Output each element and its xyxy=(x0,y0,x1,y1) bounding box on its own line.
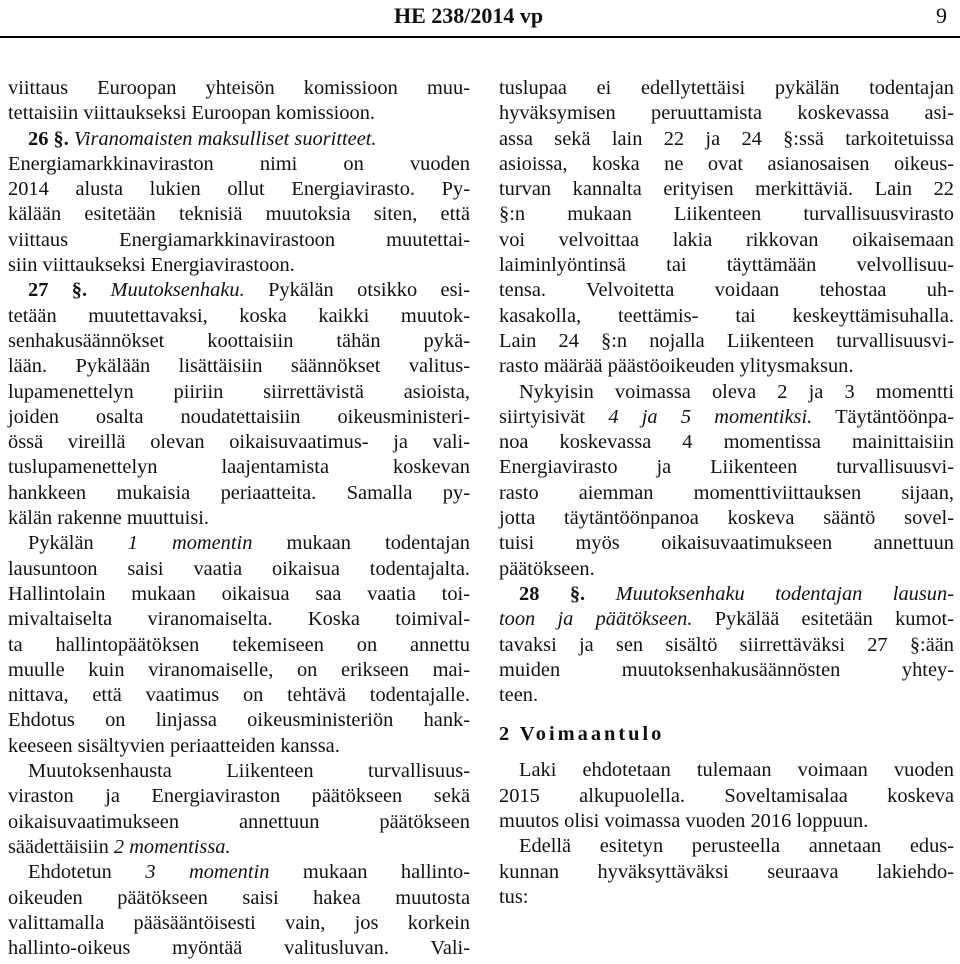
text-line: Ehdotus on linjassa oikeusministeriön hank- xyxy=(8,709,470,732)
text-line: oikaisuvaatimukseen annettuun päätökseen xyxy=(8,810,470,833)
text-line: hankkeen mukaisia periaatteita. Samalla py- xyxy=(8,481,470,504)
text-line: tuisi myös oikaisuvaatimukseen annettuun xyxy=(499,532,954,555)
section-28-heading xyxy=(499,582,954,607)
text-line: siin viittaukseksi Energiavirastoon. xyxy=(8,254,295,277)
text-line: rasto aiemman momenttiviittauksen sijaan, xyxy=(499,481,954,504)
text-line: ta hallintopäätöksen tekemiseen on annettu xyxy=(8,633,470,656)
text-line xyxy=(499,607,954,632)
text-run: Pykälän xyxy=(28,532,94,555)
section-number: 28 xyxy=(519,582,540,605)
text-run-italic: 3 momentin xyxy=(145,861,270,884)
text-run-italic: 4 ja 5 momentiksi. xyxy=(608,405,813,428)
text-line: tensa. Velvoitetta voidaan tehostaa uh- xyxy=(499,279,954,302)
text-line: tuslupaa ei edellytettäisi pykälän todentajan xyxy=(499,77,954,99)
text-line: noa koskevassa 4 momentissa mainittaisiin xyxy=(499,431,954,454)
text-line: muiden muutoksenhakusäännösten yhtey- xyxy=(499,658,954,681)
text-line: Energiamarkkinaviraston nimi on vuoden xyxy=(8,152,470,175)
page-number: 9 xyxy=(936,3,947,28)
text-line: kälään esitetään teknisiä muutoksia siten, että xyxy=(8,203,470,226)
text-line: lupamenettelyn piiriin siirrettävistä asioista, xyxy=(8,380,470,403)
text-line: nittava, että vaatimus on tehtävä todentajalle. xyxy=(8,684,470,707)
text-line: teen. xyxy=(499,684,539,707)
text-line: muulle kuin viranomaiselle, on erikseen mai- xyxy=(8,658,470,681)
text-line: kunnan hyväksyttäväksi seuraava lakiehdo- xyxy=(499,860,954,883)
text-line: viittaus Euroopan yhteisön komissioon muu- xyxy=(8,77,470,99)
text-line: kälän rakenne muuttuisi. xyxy=(8,507,210,530)
text-line: tetään muutettavaksi, koska kaikki muutok- xyxy=(8,304,470,327)
text-line: Hallintolain mukaan oikaisua saa vaatia toi- xyxy=(8,582,470,605)
section-26-heading xyxy=(8,127,470,152)
left-column xyxy=(8,76,470,961)
text-run: mukaan todentajan xyxy=(286,532,470,555)
text-line: lään. Pykälään lisättäisiin säännökset valitus- xyxy=(8,355,470,378)
text-run-italic: 2 momentissa. xyxy=(113,835,231,858)
text-line: kasakolla, teettämis- tai keskeyttämisuhalla. xyxy=(499,304,954,327)
text-line: Laki ehdotetaan tulemaan voimaan vuoden xyxy=(519,759,954,782)
section-text: Pykälää esitetään kumot- xyxy=(714,608,954,631)
text-line: hallinto-oikeus myöntää valitusluvan. Vali- xyxy=(8,937,470,960)
text-line: tus: xyxy=(499,885,529,908)
section-title: Muutoksenhaku. xyxy=(110,279,245,302)
text-line: joiden osalta noudatettaisiin oikeusministeri- xyxy=(8,405,470,428)
text-line: Muutoksenhausta Liikenteen turvallisuus- xyxy=(28,760,470,783)
text-line: muutos olisi voimassa vuoden 2016 loppuun. xyxy=(499,810,869,833)
text-line: jotta täytäntöönpanoa koskeva sääntö sovel- xyxy=(499,507,954,530)
section-title: Viranomaisten maksulliset suoritteet. xyxy=(73,127,377,150)
section-number: 26 xyxy=(28,127,49,150)
text-run: Ehdotetun xyxy=(28,861,112,884)
text-line xyxy=(8,835,470,860)
text-line: keeseen sisältyvien periaatteiden kanssa. xyxy=(8,734,340,757)
section-27-heading xyxy=(8,278,470,303)
text-line: laiminlyöntinsä tai täyttämään velvollisuu- xyxy=(499,254,954,277)
document-reference: HE 238/2014 vp xyxy=(394,3,544,28)
text-line: päätökseen. xyxy=(499,557,595,580)
chapter-heading: 2 Voimaantulo xyxy=(499,723,665,746)
text-line: Nykyisin voimassa oleva 2 ja 3 momentti xyxy=(519,380,954,403)
text-line: mivaltaiselta viranomaiselta. Koska toimival- xyxy=(8,608,470,631)
text-line: senhakusäännökset koottaisiin tähän pykä- xyxy=(8,329,470,352)
text-line: valittamalla pääsääntöisesti vain, jos korkein xyxy=(8,911,470,934)
text-line: 2014 alusta lukien ollut Energiavirasto. Py- xyxy=(8,178,470,201)
text-line: Energiavirasto ja Liikenteen turvallisuusvi- xyxy=(499,456,954,479)
text-line xyxy=(499,405,954,430)
section-title: toon ja päätökseen. xyxy=(499,608,693,631)
section-sign: §. xyxy=(71,279,88,302)
text-line: assa sekä lain 22 ja 24 §:ssä tarkoitetuissa xyxy=(499,127,954,150)
section-title: Muutoksenhaku todentajan lausun- xyxy=(615,582,954,605)
text-line: tavaksi ja sen sisältö siirrettäväksi 27 §:ään xyxy=(499,633,954,656)
text-line: 2015 alkupuolella. Soveltamisalaa koskeva xyxy=(499,784,954,807)
text-line: tettaisiin viittaukseksi Euroopan komissioon. xyxy=(8,102,376,125)
header-rule xyxy=(0,36,960,38)
text-line: §:n mukaan Liikenteen turvallisuusvirasto xyxy=(499,203,954,226)
text-line: turvan kannalta erityisen merkittäviä. Lain 22 xyxy=(499,178,954,201)
text-line: hyväksymisen peruuttamista koskevassa asi- xyxy=(499,102,954,125)
text-line: viittaus Energiamarkkinavirastoon muutettai- xyxy=(8,228,470,251)
text-line: össä vireillä olevan oikaisuvaatimus- ja vali- xyxy=(8,431,470,454)
text-run: mukaan hallinto- xyxy=(302,861,470,884)
text-line: Edellä esitetyn perusteella annetaan edus- xyxy=(519,835,954,858)
text-line: oikeuden päätökseen saisi hakea muutosta xyxy=(8,886,470,909)
text-line xyxy=(8,860,470,885)
text-run: säädettäisiin xyxy=(8,835,109,858)
text-line xyxy=(8,531,470,556)
section-text: Pykälän otsikko esi- xyxy=(268,279,470,302)
text-run-italic: 1 momentin xyxy=(127,532,253,555)
page-header xyxy=(0,0,960,40)
text-line: rasto määrää päästöoikeuden ylitysmaksun. xyxy=(499,355,854,378)
text-line: lausuntoon saisi vaatia oikaisua todentajalta. xyxy=(8,557,470,580)
text-line: Lain 24 §:n nojalla Liikenteen turvallisuusvi- xyxy=(499,329,954,352)
text-line: asioissa, koska ne ovat asianosaisen oikeus- xyxy=(499,152,954,175)
section-sign: §. xyxy=(569,582,586,605)
section-sign: §. xyxy=(53,127,69,150)
section-number: 27 xyxy=(28,279,49,302)
text-run: siirtyisivät xyxy=(499,405,586,428)
text-line: tuslupamenettelyn laajentamista koskevan xyxy=(8,456,470,479)
text-run: Täytäntöönpa- xyxy=(835,405,954,428)
right-column xyxy=(499,76,954,910)
text-line: voi velvoittaa lakia rikkovan oikaisemaan xyxy=(499,228,954,251)
text-line: viraston ja Energiaviraston päätökseen sekä xyxy=(8,785,470,808)
